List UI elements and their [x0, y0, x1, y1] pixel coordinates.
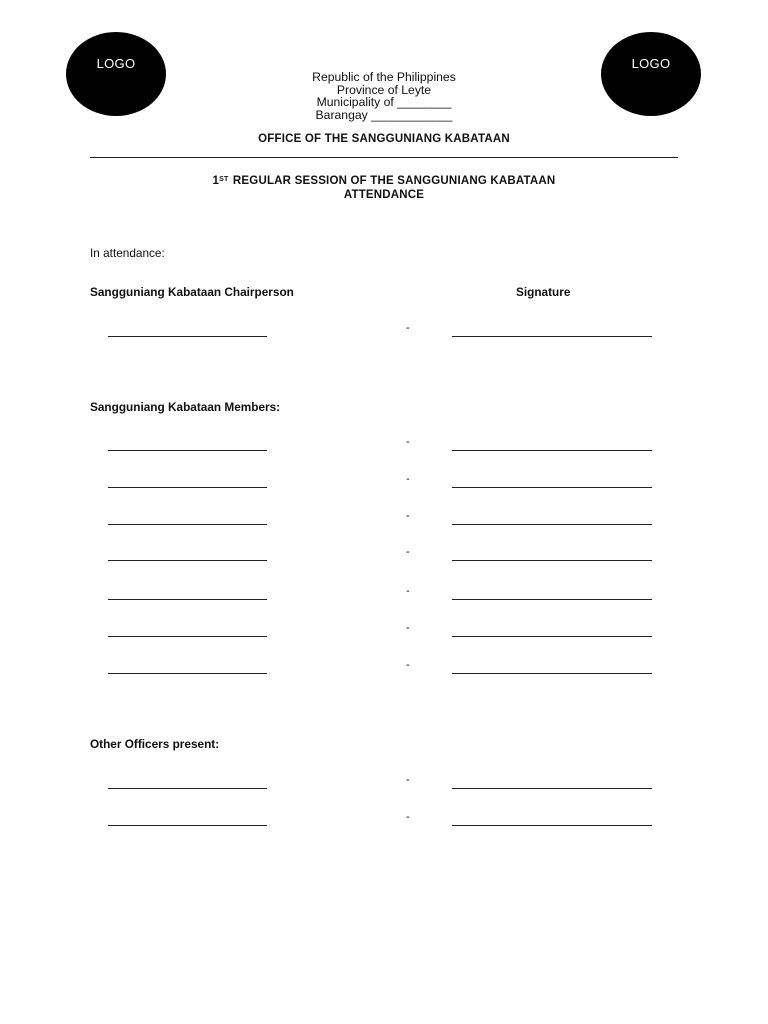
signature-line — [452, 560, 652, 561]
name-line — [108, 599, 267, 600]
name-line — [108, 673, 267, 674]
signature-heading: Signature — [516, 285, 571, 299]
members-heading: Sangguniang Kabataan Members: — [90, 400, 281, 414]
signature-line — [452, 636, 652, 637]
signature-line — [452, 336, 652, 337]
officer-row — [0, 813, 768, 827]
name-line — [108, 560, 267, 561]
signature-line — [452, 599, 652, 600]
officer-row — [0, 776, 768, 790]
header-divider — [90, 157, 678, 158]
signature-line — [452, 673, 652, 674]
row-separator: - — [406, 622, 410, 634]
office-title: OFFICE OF THE SANGGUNIANG KABATAAN — [258, 133, 510, 145]
other-officers-heading: Other Officers present: — [90, 737, 220, 751]
row-separator: - — [406, 659, 410, 671]
name-line — [108, 788, 267, 789]
row-separator: - — [406, 546, 410, 558]
signature-line — [452, 524, 652, 525]
chairperson-heading: Sangguniang Kabataan Chairperson — [90, 285, 294, 299]
signature-line — [452, 487, 652, 488]
row-separator: - — [406, 436, 410, 448]
member-row — [0, 512, 768, 526]
signature-line — [452, 825, 652, 826]
member-row — [0, 587, 768, 601]
name-line — [108, 825, 267, 826]
right-logo — [601, 32, 701, 116]
header-municipality: Municipality of ________ — [316, 95, 452, 110]
row-separator: - — [406, 585, 410, 597]
session-ordinal-number: 1 — [212, 175, 220, 187]
name-line — [108, 487, 267, 488]
left-logo — [66, 32, 166, 116]
row-separator: - — [406, 322, 410, 334]
row-separator: - — [406, 510, 410, 522]
session-title — [0, 173, 768, 188]
name-line — [108, 336, 267, 337]
session-title-text: REGULAR SESSION OF THE SANGGUNIANG KABATAAN — [232, 175, 556, 187]
signature-line — [452, 450, 652, 451]
member-row — [0, 548, 768, 562]
member-row — [0, 661, 768, 675]
session-title-block — [0, 173, 768, 202]
member-row — [0, 624, 768, 638]
row-separator: - — [406, 811, 410, 823]
header-barangay: Barangay ____________ — [315, 107, 453, 122]
in-attendance-label: In attendance: — [90, 246, 165, 260]
header-republic: Republic of the Philippines — [312, 70, 456, 84]
name-line — [108, 450, 267, 451]
signature-line — [452, 788, 652, 789]
chairperson-row — [0, 324, 768, 338]
row-separator: - — [406, 774, 410, 786]
member-row — [0, 475, 768, 489]
header-province: Province of Leyte — [336, 82, 432, 97]
session-ordinal-suffix: ST — [219, 176, 229, 183]
right-logo-text: LOGO — [631, 55, 671, 71]
session-subtitle: ATTENDANCE — [343, 189, 425, 201]
left-logo-text: LOGO — [96, 55, 136, 71]
document-header — [234, 71, 534, 121]
name-line — [108, 524, 267, 525]
member-row — [0, 438, 768, 452]
row-separator: - — [406, 473, 410, 485]
name-line — [108, 636, 267, 637]
